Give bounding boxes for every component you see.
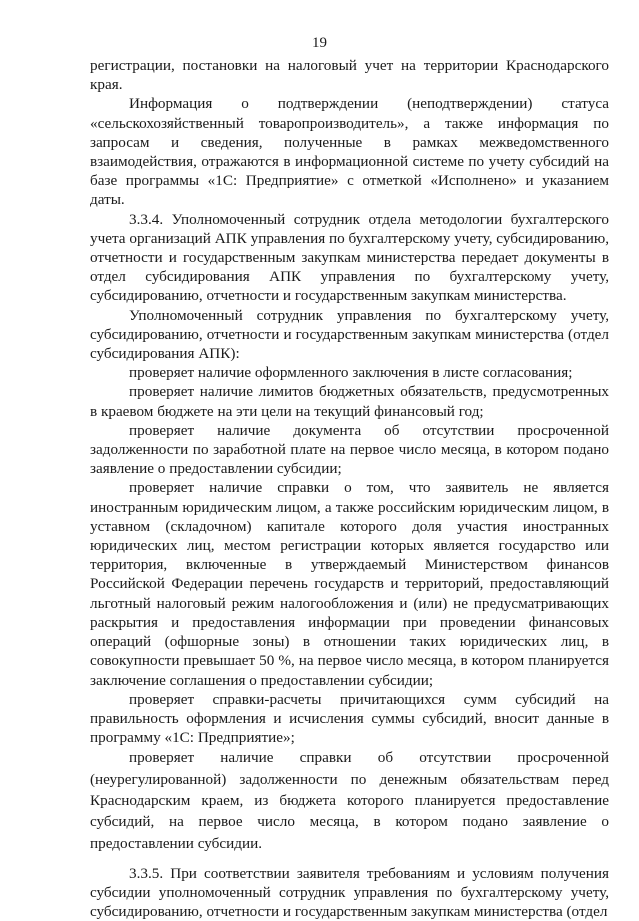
paragraph-3-3-5: 3.3.5. При соответствии заявителя требованиям и условиям получения субсидии уполномоченный сотрудник управления по бухгалтерскому учету, субсидированию, отчетности и государственным закупкам министерства (отдел [90, 864, 609, 921]
paragraph-authorized-employee: Уполномоченный сотрудник управления по бухгалтерскому учету, субсидированию, отчетности и государственным закупкам министерства (отдел субсидирования АПК): [90, 306, 609, 363]
paragraph-check-monetary-debt: проверяет наличие справки об отсутствии просроченной (неурегулированной) задолженности по денежным обязательствам перед Краснодарским краем, из бюджета которого планируется предоставление субсидий, на первое число месяца, в котором подано заявление о предоставлении субсидии. [90, 749, 609, 852]
paragraph-check-limits: проверяет наличие лимитов бюджетных обязательств, предусмотренных в краевом бюджете на эти цели на текущий финансовый год; [90, 383, 609, 420]
paragraph-check-foreign-entity: проверяет наличие справки о том, что заявитель не является иностранным юридическим лицом, а также российским юридическим лицом, в уставном (складочном) капитале которого доля участия иностранных юридических лиц, местом регистрации которых является государство или территория, включенные в утверждаемый Министерством финансов Российской Федерации перечень государств и территорий, предоставляющий льготный налоговый режим налогообложения и (или) не предусматривающих раскрытия и предоставления информации при проведении финансовых операций (офшорные зоны) в отношении таких юридических лиц, в совокупности превышает 50 %, на первое число месяца, в котором планируется заключение соглашения о предоставлении субсидии; [90, 479, 609, 689]
paragraph-3-3-4: 3.3.4. Уполномоченный сотрудник отдела методологии бухгалтерского учета организаций АПК управления по бухгалтерскому учету, субсидированию, отчетности и государственным закупкам министерства передает документы в отдел субсидирования АПК управления по бухгалтерскому учету, субсидированию, отчетности и государственным закупкам министерства. [90, 210, 609, 305]
paragraph-registration: регистрации, постановки на налоговый учет на территории Краснодарского края. [90, 57, 609, 94]
paragraph-check-conclusion: проверяет наличие оформленного заключения в листе согласования; [129, 364, 573, 382]
paragraph-check-calculations: проверяет справки-расчеты причитающихся сумм субсидий на правильность оформления и исчисления суммы субсидий, вносит данные в программу «1С: Предприятие»; [90, 690, 609, 747]
paragraph-status-info: Информация о подтверждении (неподтверждении) статуса «сельскохозяйственный товаропроизводитель», а также информация по запросам и сведения, полученные в рамках межведомственного взаимодействия, отражаются в информационной системе по учету субсидий на базе программы «1С: Предприятие» с отметкой «Исполнено» и указанием даты. [90, 95, 609, 209]
paragraph-check-salary-debt: проверяет наличие документа об отсутствии просроченной задолженности по заработной плате на первое число месяца, в котором подано заявление о предоставлении субсидии; [90, 421, 609, 478]
document-body [90, 56, 609, 921]
page-number: 19 [312, 35, 327, 51]
